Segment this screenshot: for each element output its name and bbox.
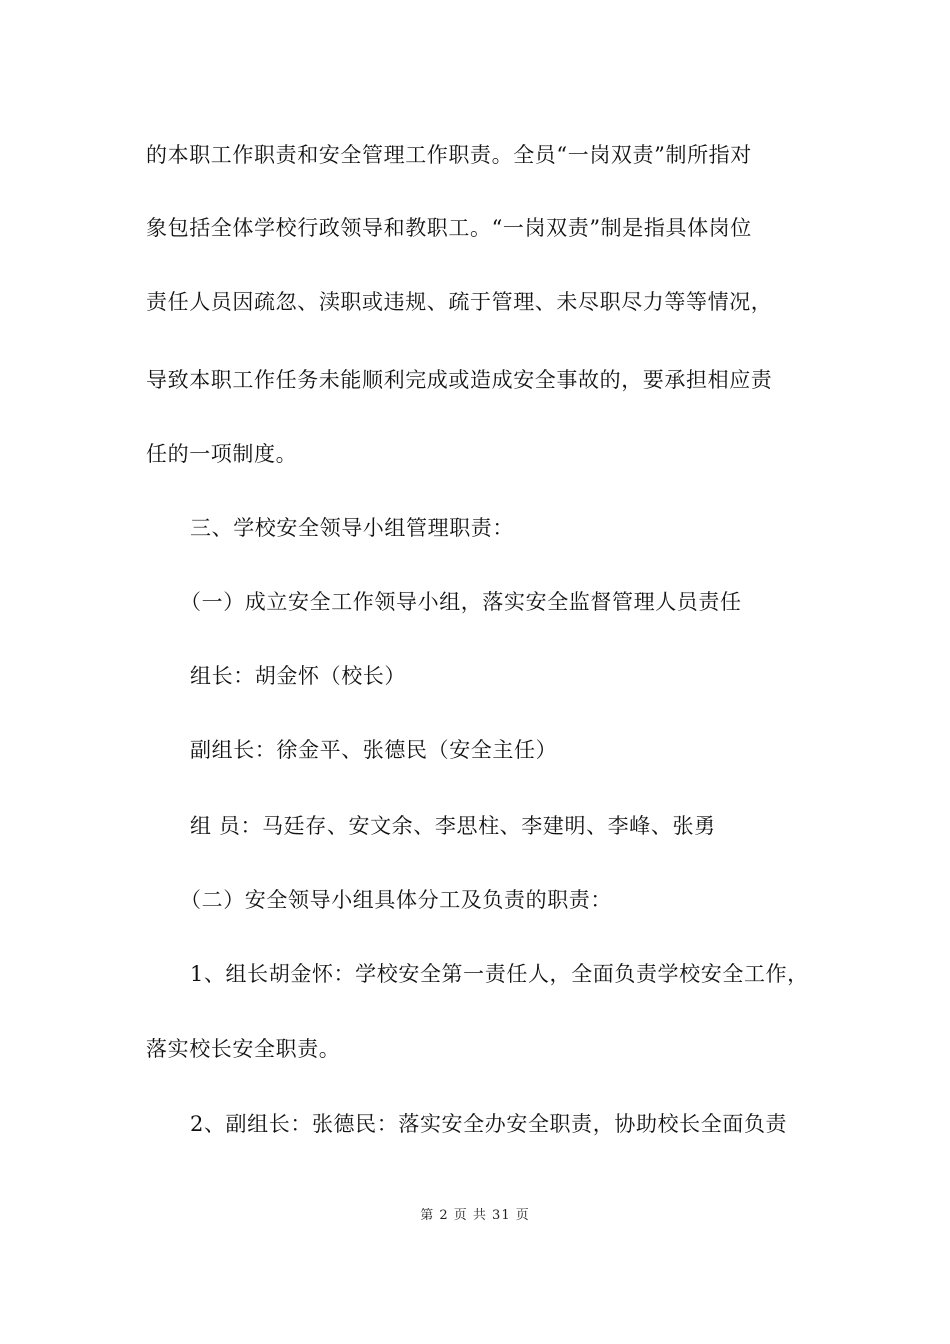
duty-item-line: 落实校长安全职责。 (146, 1037, 341, 1061)
paragraph-line: 的本职工作职责和安全管理工作职责。全员“一岗双责”制所指对 (146, 143, 752, 167)
team-members-line: 组 员：马廷存、安文余、李思柱、李建明、李峰、张勇 (190, 814, 716, 838)
paragraph-line: 象包括全体学校行政领导和教职工。“一岗双责”制是指具体岗位 (146, 216, 752, 240)
subsection-heading: （二）安全领导小组具体分工及负责的职责： (180, 888, 612, 912)
team-deputy-line: 副组长：徐金平、张德民（安全主任） (190, 738, 558, 762)
paragraph-line: 责任人员因疏忽、渎职或违规、疏于管理、未尽职尽力等等情况， (146, 290, 773, 314)
subsection-heading: （一）成立安全工作领导小组，落实安全监督管理人员责任 (180, 590, 742, 614)
paragraph-line: 任的一项制度。 (146, 442, 298, 466)
paragraph-line: 导致本职工作任务未能顺利完成或造成安全事故的，要承担相应责 (146, 368, 773, 392)
section-heading: 三、学校安全领导小组管理职责： (190, 516, 514, 540)
team-leader-line: 组长：胡金怀（校长） (190, 664, 406, 688)
page-number-footer: 第 2 页 共 31 页 (420, 1208, 530, 1223)
duty-item-line: 1、组长胡金怀：学校安全第一责任人，全面负责学校安全工作， (190, 962, 809, 986)
duty-item-line: 2、副组长：张德民：落实安全办安全职责，协助校长全面负责 (190, 1112, 788, 1136)
